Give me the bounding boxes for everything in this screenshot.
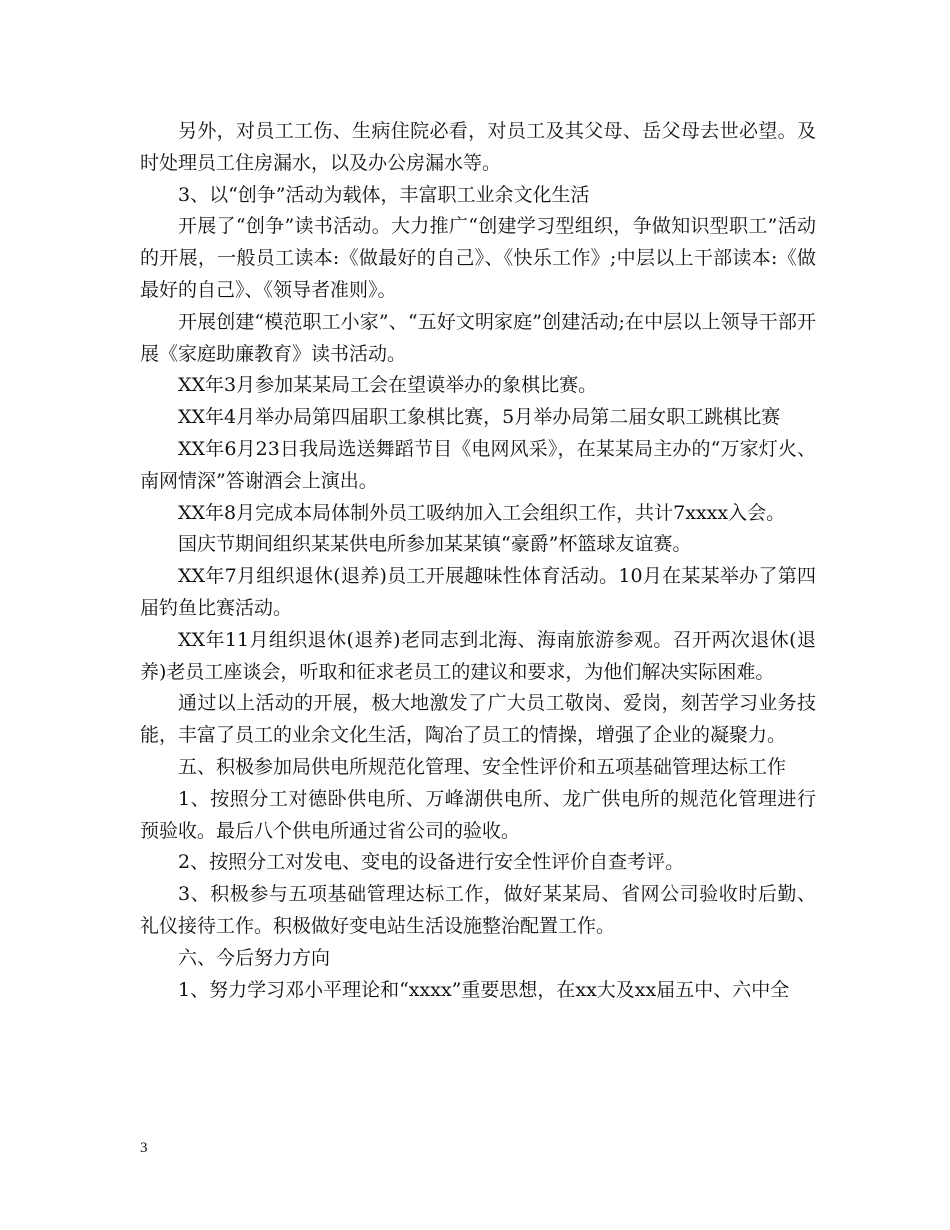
page-number: 3 [140, 1140, 148, 1156]
section-heading: 3、以“创争”活动为载体，丰富职工业余文化生活 [178, 183, 590, 206]
paragraph: 国庆节期间组织某某供电所参加某某镇“豪爵”杯篮球友谊赛。 [178, 533, 692, 556]
paragraph: 开展了“创争”读书活动。大力推广“创建学习型组织，争做知识型职工”活动的开展，一般员工读本:《做最好的自己》、《快乐工作》;中层以上干部读本:《做最好的自己》、《领导者准则》。 [140, 215, 816, 301]
paragraph: XX年11月组织退休(退养)老同志到北海、海南旅游参观。召开两次退休(退养)老员工座谈会，听取和征求老员工的建议和要求，为他们解决实际困难。 [140, 628, 816, 683]
paragraph: XX年4月举办局第四届职工象棋比赛，5月举办局第二届女职工跳棋比赛 [178, 406, 781, 429]
paragraph: 开展创建“模范职工小家”、“五好文明家庭”创建活动;在中层以上领导干部开展《家庭助廉教育》读书活动。 [140, 310, 816, 365]
paragraph: XX年8月完成本局体制外员工吸纳加入工会组织工作，共计7xxxx入会。 [178, 501, 786, 524]
paragraph: 另外，对员工工伤、生病住院必看，对员工及其父母、岳父母去世必望。及时处理员工住房漏水，以及办公房漏水等。 [140, 120, 816, 174]
paragraph: 通过以上活动的开展，极大地激发了广大员工敬岗、爱岗，刻苦学习业务技能，丰富了员工的业余文化生活，陶冶了员工的情操，增强了企业的凝聚力。 [140, 692, 816, 747]
paragraph: 2、按照分工对发电、变电的设备进行安全性评价自查考评。 [178, 851, 685, 874]
paragraph: 3、积极参与五项基础管理达标工作，做好某某局、省网公司验收时后勤、礼仪接待工作。积极做好变电站生活设施整治配置工作。 [140, 883, 816, 937]
paragraph: XX年6月23日我局选送舞蹈节目《电网风采》，在某某局主办的“万家灯火、南网情深”答谢酒会上演出。 [140, 437, 816, 492]
paragraph: XX年3月参加某某局工会在望谟举办的象棋比赛。 [178, 374, 598, 397]
section-heading: 五、积极参加局供电所规范化管理、安全性评价和五项基础管理达标工作 [178, 755, 787, 778]
paragraph: XX年7月组织退休(退养)员工开展趣味性体育活动。10月在某某举办了第四届钓鱼比赛活动。 [140, 565, 816, 619]
paragraph: 1、按照分工对德卧供电所、万峰湖供电所、龙广供电所的规范化管理进行预验收。最后八个供电所通过省公司的验收。 [140, 787, 816, 842]
section-heading: 六、今后努力方向 [178, 946, 331, 969]
paragraph: 1、努力学习邓小平理论和“xxxx”重要思想，在xx大及xx届五中、六中全 [178, 978, 790, 1001]
body-text [140, 116, 816, 1006]
